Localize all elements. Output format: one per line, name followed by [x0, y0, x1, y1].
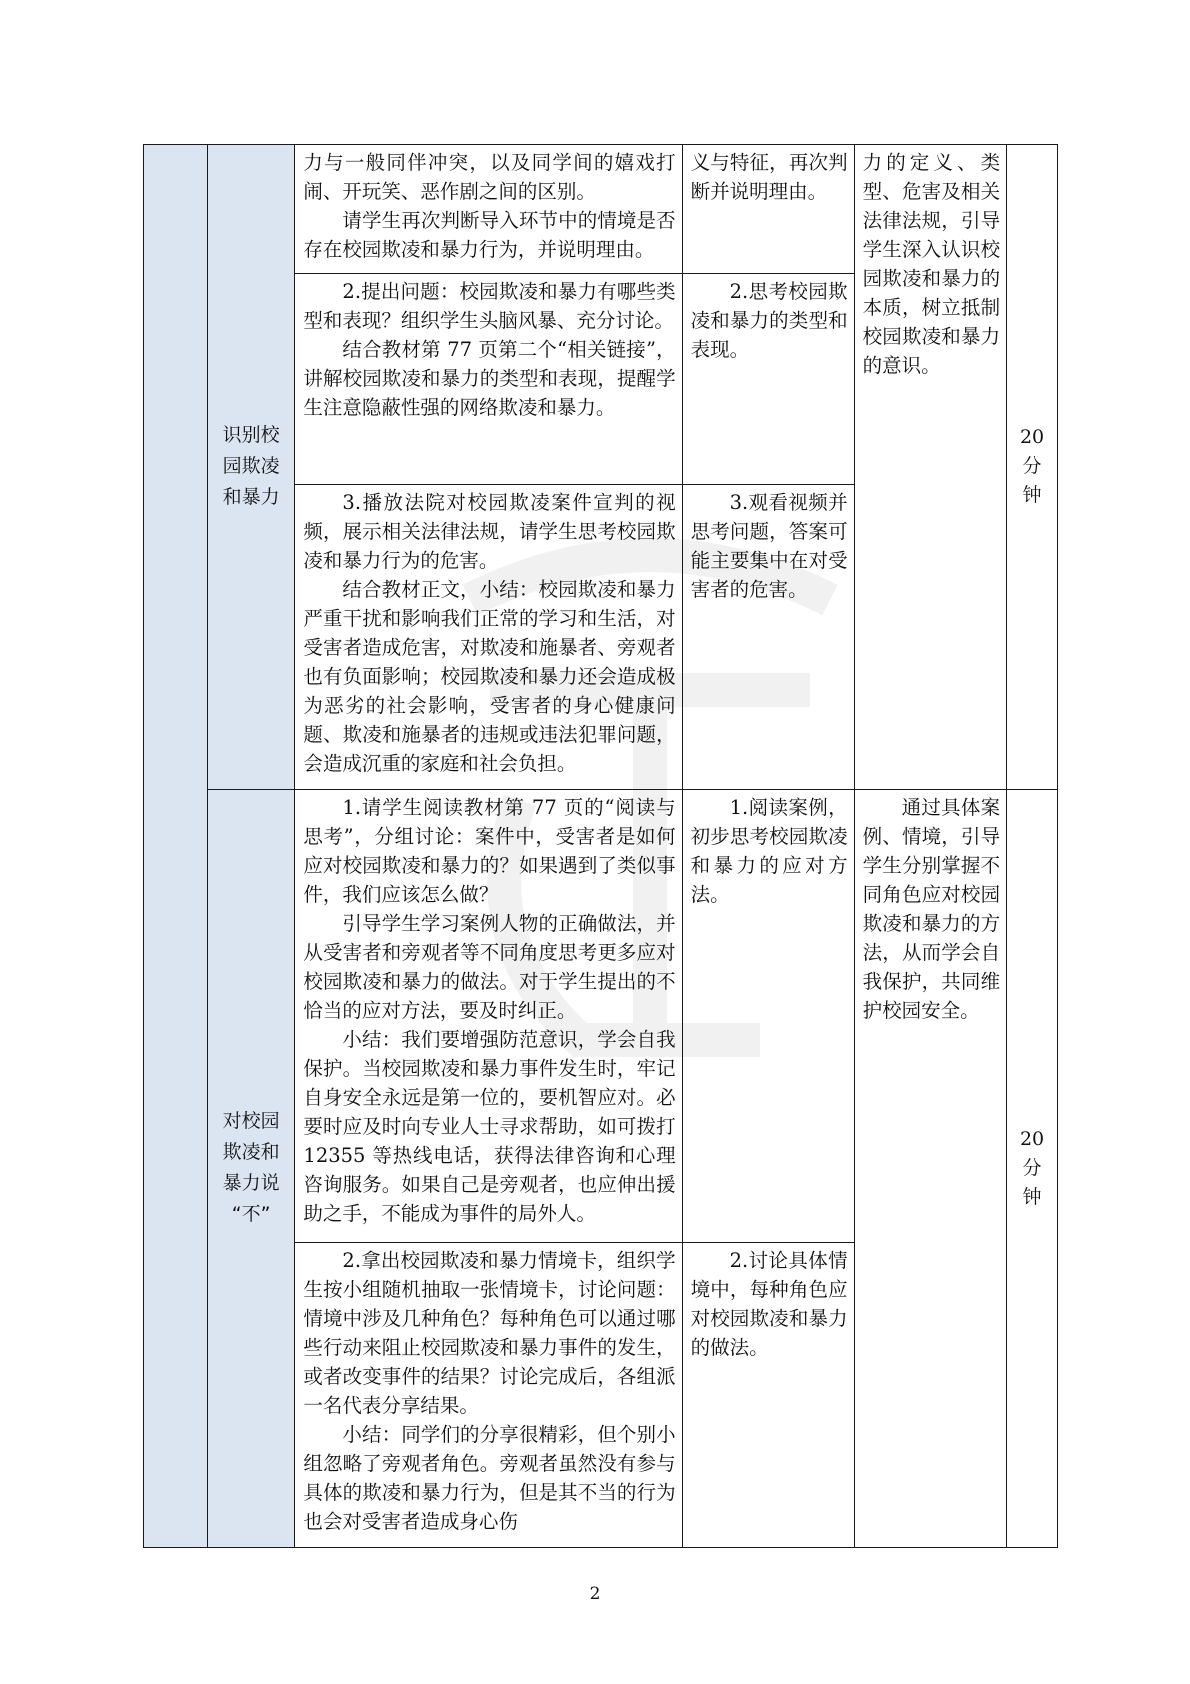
section-title: [207, 145, 295, 790]
student-activity-cell: [682, 145, 854, 274]
teacher-activity-cell: [295, 484, 682, 789]
student-activity-cell: [682, 274, 854, 484]
design-intent-text: 力的定义、类型、危害及相关法律法规，引导学生深入认识校园欺凌和暴力的本质，树立抵制校园欺凌和暴力的意识。: [862, 151, 1001, 377]
time-allocation: [1007, 789, 1058, 1547]
teacher-activity-paragraph: 请学生再次判断导入环节中的情境是否存在校园欺凌和暴力行为，并说明理由。: [303, 209, 676, 261]
student-activity-text: 3.观看视频并思考问题，答案可能主要集中在对受害者的危害。: [690, 490, 848, 601]
design-intent-cell: [854, 789, 1007, 1547]
section-title-line: 和暴力: [222, 486, 280, 509]
time-allocation-line: 钟: [1022, 1185, 1042, 1208]
design-intent-cell: [854, 145, 1007, 790]
teacher-activity-paragraph: 结合教材正文，小结：校园欺凌和暴力严重干扰和影响我们正常的学习和生活，对受害者造成危害，对欺凌和施暴者、旁观者也有负面影响；校园欺凌和暴力还会造成极为恶劣的社会影响，受害者的身心健康问题、欺凌和施暴者的违规或违法犯罪问题，会造成沉重的家庭和社会负担。: [303, 577, 676, 775]
lesson-plan-table: [143, 144, 1058, 1548]
stage-column: [144, 145, 208, 1548]
student-activity-text: 2.讨论具体情境中，每种角色应对校园欺凌和暴力的做法。: [690, 1249, 848, 1360]
time-allocation-line: 分: [1022, 1156, 1042, 1179]
teacher-activity-cell: [295, 145, 682, 274]
teacher-activity-paragraph: 1.请学生阅读教材第 77 页的“阅读与思考”，分组讨论：案件中，受害者是如何应对校园欺凌和暴力的？如果遇到了类似事件，我们应该怎么做？: [303, 795, 676, 906]
section-title-line: 欺凌和: [222, 1141, 280, 1164]
student-activity-text: 2.思考校园欺凌和暴力的类型和表现。: [690, 280, 848, 362]
time-allocation-line: 20: [1019, 426, 1045, 449]
section-title-line: 对校园: [222, 1110, 280, 1133]
teacher-activity-paragraph: 小结：我们要增强防范意识，学会自我保护。当校园欺凌和暴力事件发生时，牢记自身安全永远是第一位的，要机智应对。必要时应及时向专业人士寻求帮助，如可拨打 12355 等热线电话，获得法律咨询和心理咨询服务。如果自己是旁观者，也应伸出援助之手，不能成为事件的局外人。: [303, 1027, 676, 1225]
page-number: 2: [589, 1584, 601, 1604]
student-activity-text: 1.阅读案例，初步思考校园欺凌和暴力的应对方法。: [690, 795, 848, 906]
teacher-activity-paragraph: 2.提出问题：校园欺凌和暴力有哪些类型和表现？组织学生头脑风暴、充分讨论。: [303, 280, 676, 333]
teacher-activity-paragraph: 2.拿出校园欺凌和暴力情境卡，组织学生按小组随机抽取一张情境卡，讨论问题：情境中涉及几种角色？每种角色可以通过哪些行动来阻止校园欺凌和暴力事件的发生，或者改变事件的结果？讨论完成后，各组派一名代表分享结果。: [303, 1249, 676, 1418]
student-activity-cell: [682, 789, 854, 1243]
teacher-activity-cell: [295, 1243, 682, 1548]
student-activity-text: 义与特征，再次判断并说明理由。: [690, 151, 848, 203]
teacher-activity-paragraph: 引导学生学习案例人物的正确做法，并从受害者和旁观者等不同角度思考更多应对校园欺凌和暴力的做法。对于学生提出的不恰当的应对方法，要及时纠正。: [303, 911, 676, 1022]
time-allocation: [1007, 145, 1058, 790]
time-allocation-line: 钟: [1022, 484, 1042, 507]
teacher-activity-paragraph: 3.播放法院对校园欺凌案件宣判的视频，展示相关法律法规，请学生思考校园欺凌和暴力行为的危害。: [303, 490, 676, 572]
teacher-activity-cell: [295, 274, 682, 484]
table-row: [144, 145, 1058, 274]
time-allocation-line: 20: [1019, 1127, 1045, 1150]
teacher-activity-paragraph: 力与一般同伴冲突，以及同学间的嬉戏打闹、开玩笑、恶作剧之间的区别。: [303, 151, 676, 203]
student-activity-cell: [682, 484, 854, 789]
student-activity-cell: [682, 1243, 854, 1548]
teacher-activity-cell: [295, 789, 682, 1243]
section-title-line: “不”: [231, 1203, 271, 1226]
time-allocation-line: 分: [1022, 455, 1042, 478]
section-title: [207, 789, 295, 1547]
section-title-line: 识别校: [222, 424, 280, 447]
table-row: [144, 789, 1058, 1243]
teacher-activity-paragraph: 小结：同学们的分享很精彩，但个别小组忽略了旁观者角色。旁观者虽然没有参与具体的欺凌和暴力行为，但是其不当的行为也会对受害者造成身心伤: [303, 1423, 676, 1534]
teacher-activity-paragraph: 结合教材第 77 页第二个“相关链接”，讲解校园欺凌和暴力的类型和表现，提醒学生注意隐蔽性强的网络欺凌和暴力。: [303, 338, 676, 420]
section-title-line: 园欺凌: [222, 455, 280, 478]
section-title-line: 暴力说: [222, 1172, 280, 1195]
design-intent-text: 通过具体案例、情境，引导学生分别掌握不同角色应对校园欺凌和暴力的方法，从而学会自我保护，共同维护校园安全。: [862, 795, 1001, 1022]
